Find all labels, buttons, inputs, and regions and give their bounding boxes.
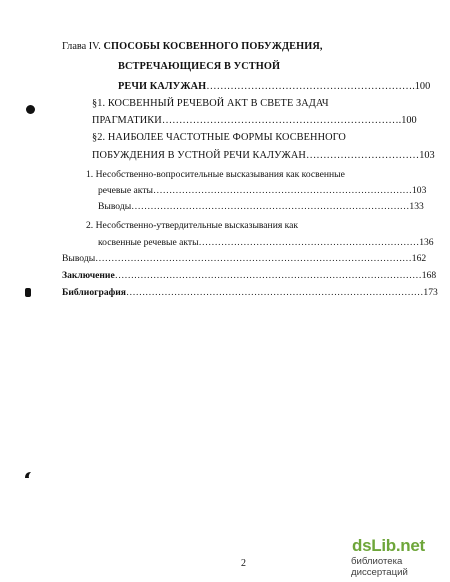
toc-bibliography-line — [62, 286, 438, 300]
item-2-leader-dots: …………………………………………………………… — [198, 237, 420, 248]
section-2-title-line-2 — [92, 149, 435, 163]
chapter-title-part-2: ВСТРЕЧАЮЩИЕСЯ В УСТНОЙ — [118, 61, 281, 72]
item-2-page-number: 136 — [419, 237, 434, 248]
toc-bibliography-leader-dots: ………………………………………………………………………………… — [125, 287, 424, 298]
toc-bibliography-label: Библиография — [62, 287, 126, 298]
item-1-title-line-2 — [98, 184, 427, 198]
chapter-heading-line-1 — [62, 40, 323, 54]
chapter-page-number: .100 — [412, 81, 431, 92]
toc-conclusions-line — [62, 252, 427, 266]
chapter-title-part-1: СПОСОБЫ КОСВЕННОГО ПОБУЖДЕНИЯ, — [103, 41, 323, 52]
section-2-title-part-2: ПОБУЖДЕНИЯ В УСТНОЙ РЕЧИ КАЛУЖАН — [92, 150, 306, 161]
section-2-page-number: 103 — [419, 150, 435, 161]
chapter-leader-dots: …………………………………………………… — [206, 81, 413, 92]
item-2-title-line-1: 2. Несобственно-утвердительные высказывания как — [86, 220, 299, 231]
watermark-subtitle: библиотека диссертаций — [351, 556, 408, 578]
toc-conclusions-page-number: 162 — [411, 253, 427, 264]
section-1-title-part-2: ПРАГМАТИКИ — [92, 115, 162, 126]
toc-final-page-number: 168 — [421, 270, 437, 281]
toc-conclusions-label: Выводы — [62, 253, 96, 264]
chapter-prefix: Глава IV. — [62, 41, 101, 52]
section-1-page-number: .100 — [398, 115, 417, 126]
page-number: 2 — [241, 558, 246, 569]
toc-conclusions-leader-dots: ……………………………………………………………………………………… — [95, 253, 412, 264]
item-1-conclusions-label: Выводы — [98, 201, 132, 212]
section-2-leader-dots: …………………………… — [305, 150, 420, 161]
toc-final-leader-dots: …………………………………………………………………………………… — [114, 270, 422, 281]
section-1-title-line-1: §1. КОСВЕННЫЙ РЕЧЕВОЙ АКТ В СВЕТЕ ЗАДАЧ — [92, 98, 329, 109]
chapter-title-part-3: РЕЧИ КАЛУЖАН — [118, 81, 207, 92]
section-1-leader-dots: …………………………………………………………… — [161, 115, 399, 126]
toc-bibliography-page-number: 173 — [423, 287, 438, 298]
scan-crescent-mark — [23, 470, 33, 480]
item-1-conclusions-line — [98, 200, 424, 214]
item-2-title-line-2 — [98, 236, 434, 250]
chapter-title-line-3 — [118, 80, 431, 94]
toc-final-label: Заключение — [62, 270, 115, 281]
item-1-conclusions-leader-dots: …………………………………………………………………………… — [131, 201, 410, 212]
item-1-leader-dots: ……………………………………………………………………… — [152, 185, 412, 196]
section-1-title-line-2 — [92, 114, 418, 128]
watermark-logo: dsLib.net — [352, 536, 425, 555]
scan-punch-mark — [25, 288, 31, 297]
item-2-title-part-2: косвенные речевые акты — [98, 237, 199, 248]
item-1-conclusions-page-number: 133 — [409, 201, 424, 212]
item-1-title-part-2: речевые акты — [98, 185, 153, 196]
scan-punch-mark — [26, 105, 35, 114]
toc-final-line — [62, 269, 437, 283]
item-1-title-line-1: 1. Несобственно-вопросительные высказывания как косвенные — [86, 169, 345, 180]
section-2-title-line-1: §2. НАИБОЛЕЕ ЧАСТОТНЫЕ ФОРМЫ КОСВЕННОГО — [92, 132, 346, 143]
item-1-page-number: 103 — [412, 185, 427, 196]
